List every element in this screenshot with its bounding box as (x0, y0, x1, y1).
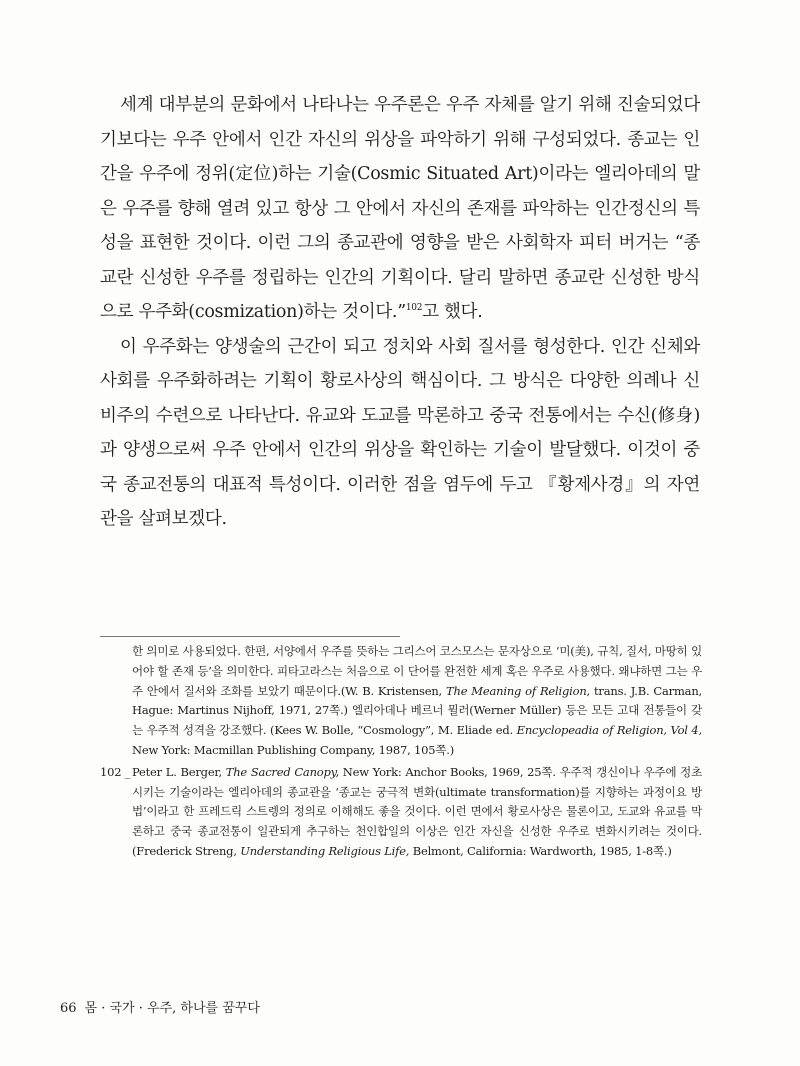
footnote-text: Peter L. Berger, (132, 764, 226, 779)
paragraph-2: 이 우주화는 양생술의 근간이 되고 정치와 사회 질서를 형성한다. 인간 신체와 사회를 우주화하려는 기획이 황로사상의 핵심이다. 그 방식은 다양한 의례나 신비주의 수련으로 나타난다. 유교와 도교를 막론하고 중국 전통에서는 수신(修身)과 양생으로써 우주 안에서 인간의 위상을 확인하는 기술이 발달했다. 이것이 중국 종교전통의 대표적 특성이다. 이러한 점을 염두에 두고 『황제사경』의 자연관을 살펴보겠다. (100, 336, 700, 529)
main-text (100, 88, 700, 537)
book-title: Understanding Religious Life, (240, 843, 410, 858)
paragraph-1-text: 세계 대부분의 문화에서 나타나는 우주론은 우주 자체를 알기 위해 진술되었다기보다는 우주 안에서 인간 자신의 위상을 파악하기 위해 구성되었다. 종교는 인간을 우주에 정위(定位)하는 기술(Cosmic Situated Art)이라는 엘리아데의 말은 우주를 향해 열려 있고 항상 그 안에서 자신의 존재를 파악하는 인간정신의 특성을 표현한 것이다. 이런 그의 종교관에 영향을 받은 사회학자 피터 버거는 “종교란 신성한 우주를 정립하는 인간의 기획이다. 달리 말하면 종교란 신성한 방식으로 우주화(cosmization)하는 것이다.” (100, 95, 700, 322)
book-title: The Meaning of Religion (446, 683, 587, 698)
running-title: 몸 · 국가 · 우주, 하나를 꿈꾸다 (84, 1001, 260, 1016)
footnote-body (132, 763, 702, 862)
footnote-number: 102 _ (100, 764, 131, 779)
footnotes (100, 642, 702, 862)
book-title: Encyclopeadia of Religion, Vol 4, (516, 723, 702, 738)
footnote-text: New York: Anchor Books, 1969, 25쪽. 우주적 갱신이나 우주에 정초시키는 기술이라는 엘리아데의 종교관을 ‘종교는 궁극적 변화(ultimate transformation)를 지향하는 과정이요 방법’이라고 한 프레드릭 스트렝의 정의로 이해해도 좋을 것이다. 이런 면에서 황로사상은 물론이고, 도교와 유교를 막론하고 중국 종교전통이 일관되게 추구하는 천인합일의 이상은 인간 자신을 신성한 우주로 변화시키려는 것이다. (Frederick Streng, (132, 764, 702, 858)
footnote-text: Belmont, California: Wardworth, 1985, 1-8쪽.) (409, 843, 672, 858)
footnote-text: 한 의미로 사용되었다. 한편, 서양에서 우주를 뜻하는 그리스어 코스모스는 문자상으로 ‘미(美), 규칙, 질서, 마땅히 있어야 할 존재 등’을 의미한다. 피타고라스는 처음으로 이 단어를 완전한 세계 혹은 우주로 사용했다. 왜냐하면 그는 우주 안에서 질서와 조화를 보았기 때문이다.(W. B. Kristensen, (132, 644, 702, 698)
page-number: 66 (60, 1001, 77, 1016)
footnote-102 (100, 763, 702, 862)
paragraph-1 (100, 88, 700, 330)
book-title: The Sacred Canopy, (225, 764, 339, 779)
footnote-101-continued (100, 642, 702, 761)
footnote-text: New York: Macmillan Publishing Company, 1987, 105쪽.) (132, 742, 454, 757)
page-footer (60, 997, 260, 1016)
paragraph-1-tail: 고 했다. (422, 302, 483, 322)
footnote-reference-102[interactable]: 102 (405, 303, 423, 313)
footnote-separator (100, 636, 400, 637)
footnote-text: , trans. J.B. Carman, Hague: Martinus Nijhoff, 1971, 27쪽.) 엘리아데나 베르너 뮐러(Werner Müller) 등은 모든 고대 전통들이 갖는 우주적 성격을 강조했다. (Kees W. Bolle, “Cosmology”, M. Eliade ed. (132, 683, 702, 738)
